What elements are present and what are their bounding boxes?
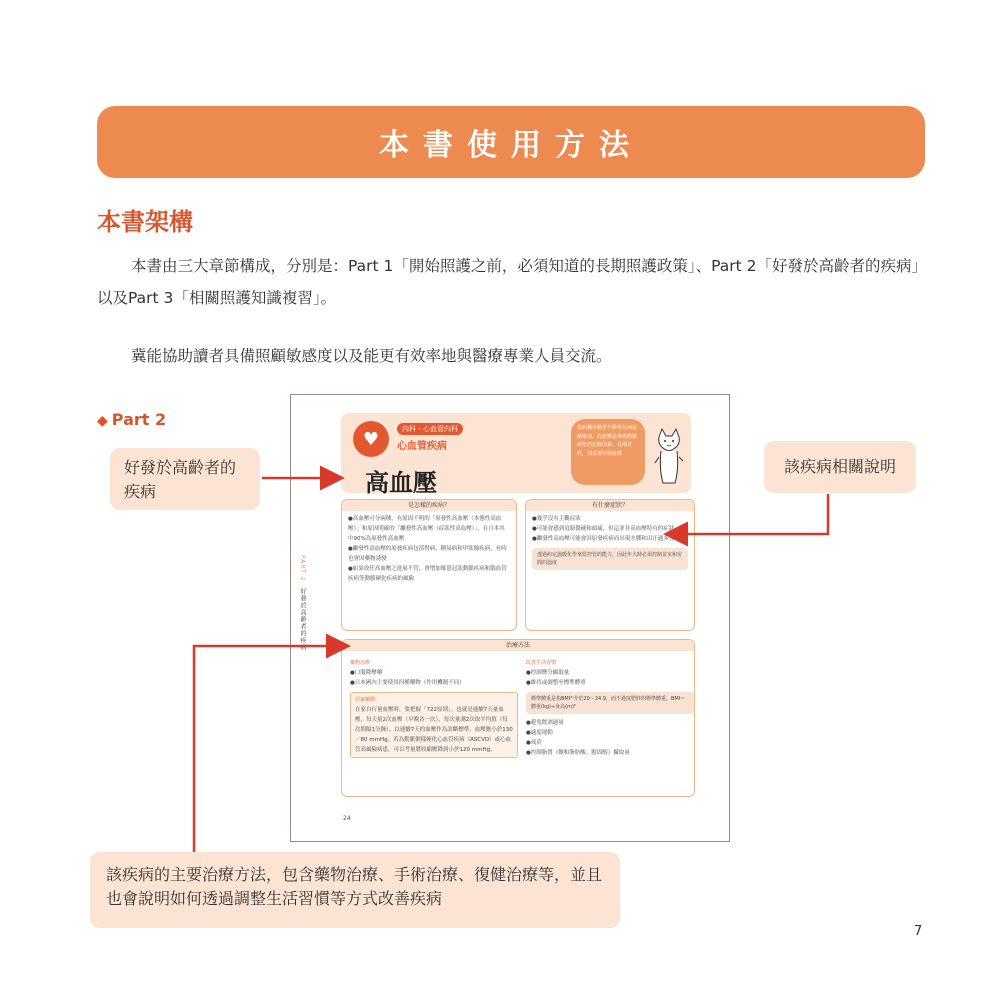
bmi-note: 標準體重是指BMI²⁾介於20～24.9，而不過度肥胖的標準體重，BMI＝體重(kg)÷身高(m)² (526, 692, 694, 714)
book-title: 高血壓 (365, 469, 437, 497)
panel-heading: 治療方法 (342, 640, 694, 651)
book-summary-bubble: 患病機率隨著年齡增長而逐漸增加，高血壓是導致動脈硬化的危險因素，長期者性，須妥善控制血壓 (571, 419, 645, 485)
part-label (97, 410, 166, 429)
treatment-drug-column (350, 658, 518, 758)
panel-heading: 是怎樣的疾病？ (342, 500, 516, 511)
panel-item: ●繼發性高血壓的原發疾病包括腎病、糖尿病和甲狀腺疾病，有時也會因藥物誘發 (348, 546, 507, 562)
book-header (341, 413, 691, 497)
book-page-number: 24 (343, 815, 351, 822)
book-panel-treatment (341, 639, 695, 797)
callout-disease-description: 該疾病相關說明 (764, 441, 916, 493)
panel-item: ●可能會感到肩膀僵硬和頭痛，但這並非高血壓特有的症狀 (532, 526, 675, 532)
panel-heading: 有什麼症狀？ (526, 500, 694, 511)
treatment-item: ●適度運動 (526, 730, 553, 736)
treatment-item: ●控制脂質（飽和脂肪酸、膽固醇）攝取量 (526, 750, 630, 756)
spine-text: 好發於高齡者的疾病 (299, 588, 306, 652)
panel-note: 透過約定溫暖化學來監控管的能力，因此年大時必須控制並室和房間的溫度 (532, 548, 688, 570)
tip-label: 居家檢測 (355, 697, 376, 703)
book-category: 心血管疾病 (397, 441, 447, 452)
page-number: 7 (914, 924, 923, 939)
book-spine-label (298, 555, 307, 651)
part-label-text: Part 2 (111, 410, 167, 429)
home-measure-tip (350, 692, 518, 758)
treatment-item: ●避免飲酒過量 (526, 720, 564, 726)
title-banner (97, 106, 925, 178)
book-panel-symptoms (525, 499, 695, 631)
callout-treatment: 該疾病的主要治療方法，包含藥物治療、手術治療、復健治療等，並且也會說明如何透過調整生活習慣等方式改善疾病 (90, 852, 620, 928)
panel-item: ●高血壓可分兩種，有原因不明的「原發性高血壓（本態性高血壓）」和原因明確的「繼發性高血壓（症狀性高血壓）」。在日本其中90%為原發性高血壓 (348, 516, 505, 542)
treatment-item: ●口服降壓藥 (350, 670, 383, 676)
callout-disease-category: 好發於高齡者的疾病 (110, 448, 260, 510)
goal-paragraph: 冀能協助讀者具備照顧敏感度以及能更有效率地與醫療專業人員交流。 (131, 347, 612, 365)
treatment-lifestyle-column (526, 658, 694, 758)
tip-text: 在家自行量血壓時，要把握「722原則」。也就是連續7天量血壓，每天量2次血壓（早晚各一次），每次量測2次取平均值（每次間隔1分鐘）。以連續7天的血壓作為診斷標準，血壓應小於130／80 mmHg。若為動脈粥樣硬化心血管疾病（ASCVD）或心血管高風險病患，可以考量將收縮壓降到小於120 mmHg。 (355, 707, 513, 753)
heart-icon: ♥ (353, 421, 389, 457)
book-panel-what (341, 499, 517, 631)
banner-title: 本書使用方法 (379, 128, 643, 163)
book-dept-tag: 內科・心血管內科 (397, 423, 463, 435)
panel-item: ●如果放任高血壓之進展不管，會增加罹患冠狀動脈疾病和腦血管疾病等動脈硬化疾病的風險 (348, 566, 507, 582)
diamond-icon: ◆ (97, 413, 108, 429)
panel-item: ●幾乎沒有主觀症狀 (532, 516, 581, 522)
intro-paragraph: 本書由三大章節構成，分別是：Part 1「開始照護之前，必須知道的長期照護政策」、Part 2「好發於高齡者的疾病」以及Part 3「相關照護知識複習」。 (97, 257, 920, 307)
cat-illustration-icon (653, 427, 685, 487)
treatment-item: ●控制鹽分攝取量 (526, 670, 570, 676)
panel-item: ●繼發性高血壓可能會因原發疾病而出現水腫和出汗過多等症狀 (532, 536, 686, 542)
treatment-item: ●戒菸 (526, 740, 542, 746)
book-page-preview (290, 394, 730, 842)
treatment-item: ●維持或調整至標準體重 (526, 680, 586, 686)
spine-part: PART 2 (299, 555, 306, 582)
treatment-item: ●日本國內主要使用四種藥物（作用機制不同） (350, 680, 465, 686)
drug-label: 藥物治療 (350, 660, 371, 666)
section-heading: 本書架構 (97, 208, 193, 236)
lifestyle-label: 改善生活習慣 (526, 660, 557, 666)
